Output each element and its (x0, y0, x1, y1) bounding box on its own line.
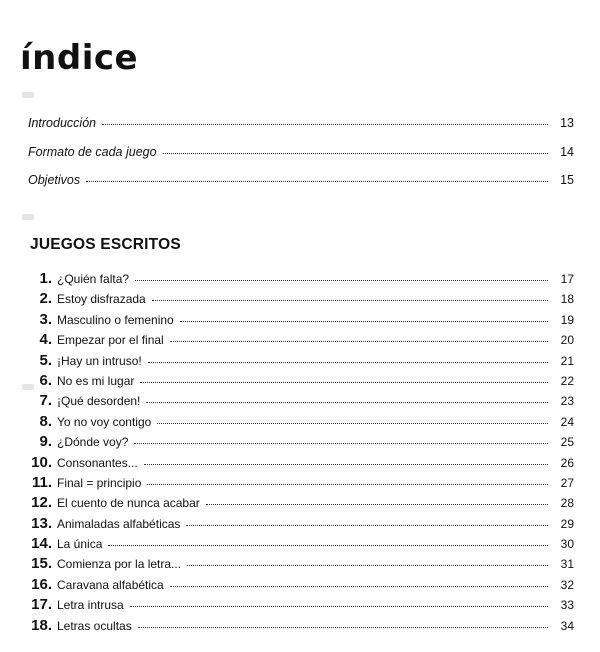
dot-leader (147, 484, 548, 485)
toc-entry[interactable] (24, 454, 574, 474)
toc-entry[interactable] (24, 290, 574, 310)
toc-entry-page: 13 (560, 116, 574, 130)
toc-entry[interactable] (24, 515, 574, 535)
scan-smudge (22, 214, 34, 220)
toc-entry-page: 34 (560, 618, 574, 633)
dot-leader (135, 280, 548, 281)
toc-entry[interactable] (24, 372, 574, 392)
toc-entry-number: 11. (31, 473, 52, 491)
toc-entry-label: Formato de cada juego (28, 144, 157, 159)
toc-entry-page: 28 (560, 496, 574, 511)
toc-entry-number: 1. (39, 270, 52, 287)
dot-leader (157, 423, 548, 424)
front-matter-list (28, 116, 574, 202)
toc-entry[interactable] (24, 596, 574, 616)
toc-entry-number: 17. (31, 596, 52, 614)
toc-entry-formato[interactable] (28, 145, 574, 174)
toc-entry[interactable] (24, 413, 574, 433)
toc-entry[interactable] (24, 494, 574, 514)
toc-entry-page: 33 (560, 598, 574, 613)
toc-entry-number: 3. (39, 310, 52, 328)
dot-leader (102, 124, 548, 125)
toc-entry-number: 2. (39, 290, 52, 308)
toc-entry[interactable] (24, 270, 574, 290)
toc-entry-label: Caravana alfabética (57, 577, 164, 592)
toc-entry[interactable] (24, 576, 574, 596)
toc-entry-label: ¿Quién falta? (57, 272, 130, 286)
toc-entry-number: 15. (31, 555, 52, 573)
toc-entry-page: 15 (560, 173, 574, 187)
toc-entry-label: El cuento de nunca acabar (57, 496, 200, 511)
toc-entry-page: 32 (560, 577, 574, 592)
toc-entry[interactable] (24, 352, 574, 372)
toc-entry[interactable] (24, 474, 574, 494)
toc-entry[interactable] (24, 392, 574, 412)
toc-entry-label: Masculino o femenino (57, 312, 174, 327)
dot-leader (130, 606, 548, 607)
toc-entry-label: Letras ocultas (57, 618, 132, 633)
section-heading: JUEGOS ESCRITOS (30, 236, 181, 253)
toc-entry-number: 14. (31, 535, 52, 553)
toc-entry-label: Letra intrusa (57, 598, 124, 613)
dot-leader (138, 627, 548, 628)
toc-entry-label: Yo no voy contigo (57, 414, 152, 429)
dot-leader (86, 181, 548, 182)
toc-entry-page: 29 (560, 516, 574, 531)
dot-leader (134, 443, 548, 444)
toc-entry[interactable] (24, 535, 574, 555)
dot-leader (187, 565, 548, 566)
toc-entry[interactable] (24, 433, 574, 453)
dot-leader (170, 341, 548, 342)
toc-entry-page: 18 (560, 292, 574, 307)
page-title: índice (20, 38, 139, 78)
toc-entry-number: 6. (39, 371, 52, 389)
toc-entry-introduccion[interactable] (28, 116, 574, 145)
toc-entry-label: Consonantes... (57, 455, 138, 470)
toc-entry[interactable] (24, 555, 574, 575)
toc-entry-label: Introducción (28, 116, 97, 130)
toc-entry-label: No es mi lugar (57, 373, 135, 388)
toc-entry-page: 27 (560, 475, 574, 490)
toc-entry-label: ¿Dónde voy? (57, 435, 129, 450)
toc-entry-page: 20 (560, 333, 574, 348)
toc-entry-number: 8. (39, 412, 52, 430)
toc-entry-number: 18. (31, 616, 52, 634)
toc-entry-label: Empezar por el final (57, 333, 164, 348)
toc-entry-number: 9. (39, 433, 52, 451)
toc-entry-number: 16. (31, 575, 52, 593)
toc-entry-page: 17 (560, 272, 574, 286)
dot-leader (144, 464, 548, 465)
toc-entry-page: 21 (560, 353, 574, 368)
toc-entry-label: La única (57, 537, 103, 552)
toc-entry-page: 31 (560, 557, 574, 572)
toc-entry-page: 24 (560, 414, 574, 429)
toc-entry-page: 22 (560, 373, 574, 388)
dot-leader (186, 525, 548, 526)
scan-smudge (22, 92, 34, 98)
toc-entry-number: 13. (31, 514, 52, 532)
dot-leader (180, 321, 548, 322)
toc-entry-label: Objetivos (28, 173, 81, 187)
dot-leader (140, 382, 548, 383)
toc-entry-number: 7. (39, 392, 52, 410)
toc-entry-objetivos[interactable] (28, 173, 574, 202)
toc-entry-number: 5. (39, 351, 52, 369)
games-list (24, 270, 574, 637)
toc-entry-label: ¡Hay un intruso! (57, 353, 142, 368)
dot-leader (148, 362, 548, 363)
toc-entry[interactable] (24, 311, 574, 331)
toc-entry-label: Comienza por la letra... (57, 557, 182, 572)
toc-entry-page: 26 (560, 455, 574, 470)
toc-entry-number: 12. (31, 494, 52, 512)
toc-entry-page: 14 (560, 144, 574, 159)
toc-entry-label: Final = principio (57, 475, 142, 490)
toc-entry-label: Animaladas alfabéticas (57, 516, 181, 531)
toc-entry-page: 19 (560, 312, 574, 327)
toc-entry[interactable] (24, 331, 574, 351)
toc-entry-page: 23 (560, 394, 574, 409)
toc-entry-number: 4. (39, 331, 52, 349)
toc-entry-label: ¡Qué desorden! (57, 394, 141, 409)
dot-leader (163, 153, 548, 154)
dot-leader (170, 586, 548, 587)
dot-leader (152, 300, 548, 301)
toc-entry[interactable] (24, 617, 574, 637)
dot-leader (146, 402, 548, 403)
dot-leader (206, 504, 548, 505)
toc-entry-label: Estoy disfrazada (57, 292, 146, 307)
toc-entry-number: 10. (31, 453, 52, 471)
toc-entry-page: 25 (560, 435, 574, 450)
toc-entry-page: 30 (560, 537, 574, 552)
dot-leader (108, 545, 548, 546)
